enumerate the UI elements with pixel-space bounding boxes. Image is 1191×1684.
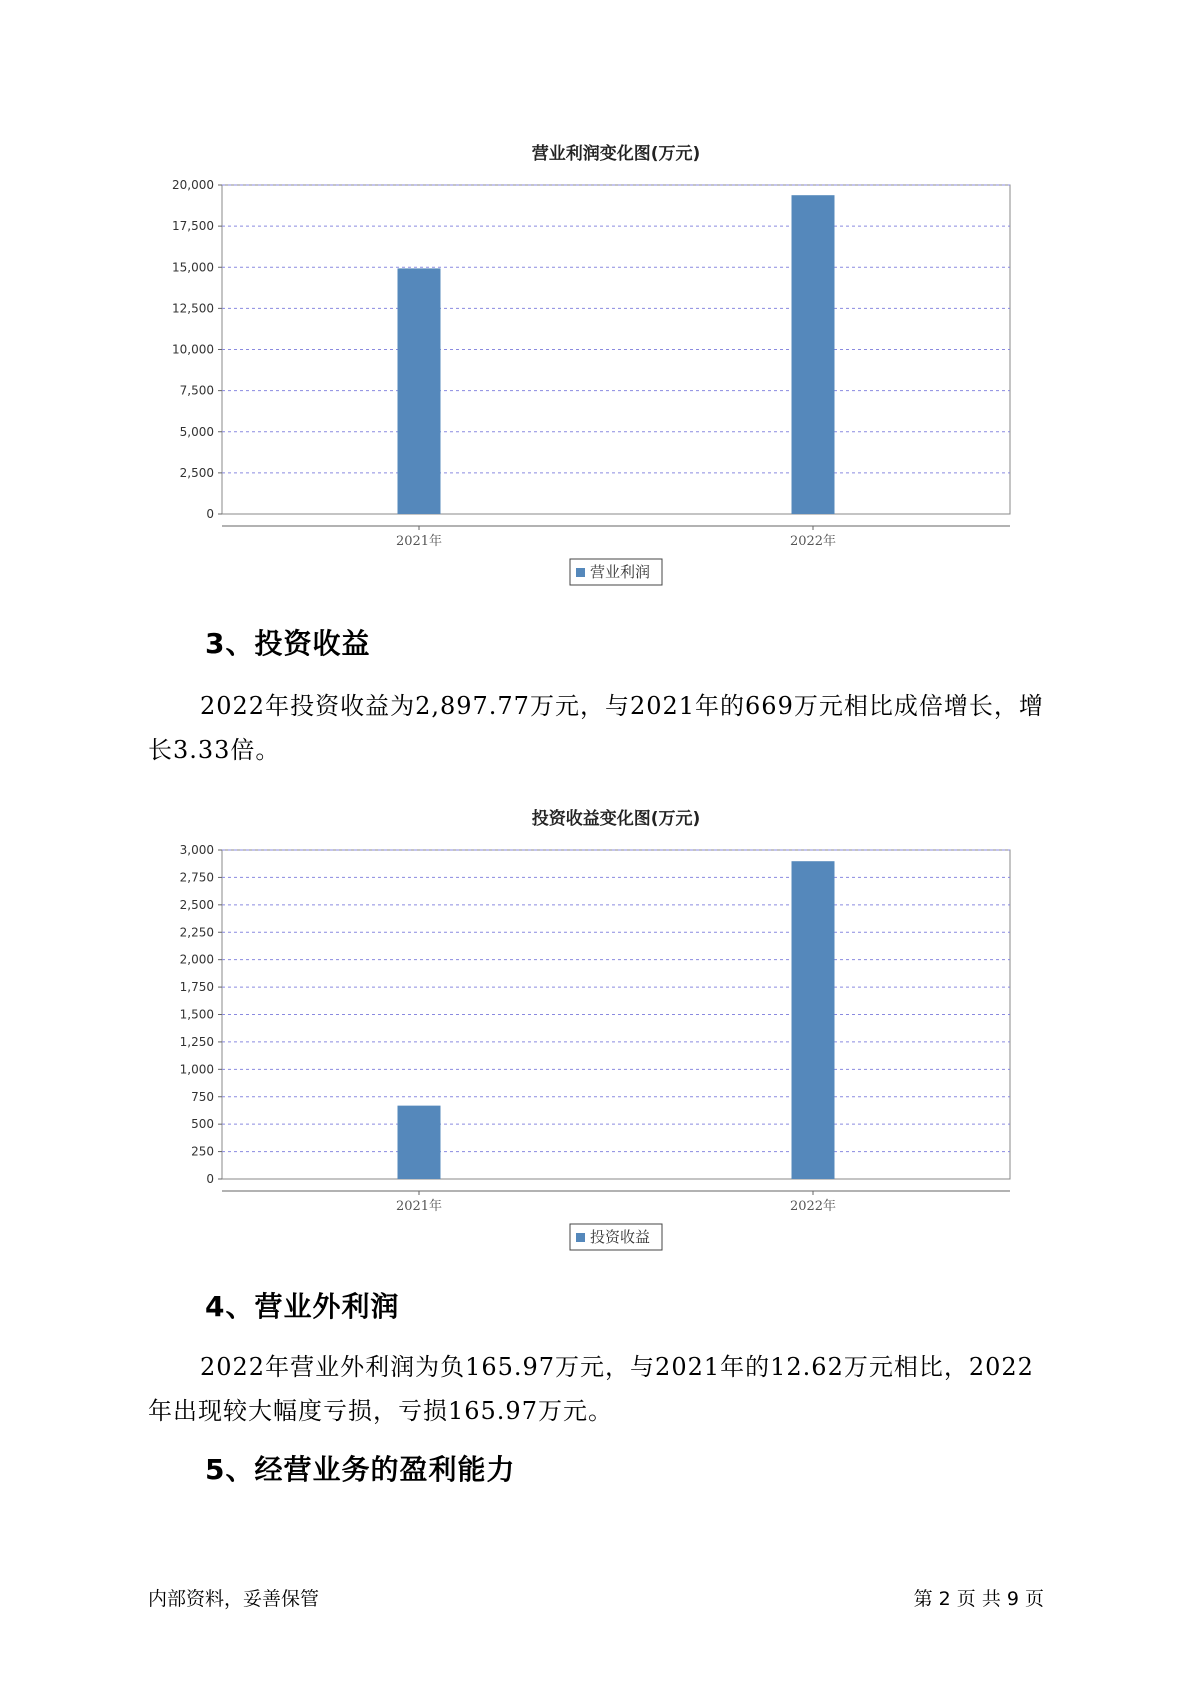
y-tick-label: 20,000 — [172, 178, 214, 192]
y-tick-label: 3,000 — [179, 843, 214, 857]
y-tick-label: 250 — [191, 1144, 214, 1159]
legend-label: 投资收益 — [590, 1228, 651, 1246]
x-tick-label: 2021年 — [395, 1199, 443, 1214]
legend-swatch — [576, 1233, 585, 1242]
y-tick-label: 2,750 — [179, 870, 214, 885]
y-tick-label: 10,000 — [172, 342, 214, 357]
y-tick-label: 0 — [206, 1172, 214, 1186]
y-tick-label: 1,750 — [179, 980, 214, 995]
y-tick-label: 750 — [191, 1089, 214, 1104]
y-tick-label: 5,000 — [179, 424, 214, 439]
bar-2022年 — [792, 195, 835, 514]
chart-title: 营业利润变化图(万元) — [531, 144, 701, 164]
y-tick-label: 1,250 — [179, 1034, 214, 1049]
footer-confidential-note: 内部资料，妥善保管 — [148, 1588, 320, 1610]
y-tick-label: 7,500 — [179, 383, 214, 398]
plot-area — [222, 185, 1010, 514]
y-tick-label: 12,500 — [172, 301, 214, 316]
section-5-heading: 5、经营业务的盈利能力 — [205, 1453, 516, 1486]
investment-income-chart-svg — [0, 795, 1191, 1265]
operating-profit-chart-svg — [0, 130, 1191, 600]
plot-area — [222, 850, 1010, 1179]
x-tick-label: 2022年 — [789, 534, 837, 549]
x-tick-label: 2021年 — [395, 534, 443, 549]
bar-2022年 — [792, 861, 835, 1179]
y-tick-label: 2,500 — [179, 897, 214, 912]
legend-swatch — [576, 568, 585, 577]
y-tick-label: 2,500 — [179, 465, 214, 480]
y-tick-label: 1,000 — [179, 1062, 214, 1077]
bar-2021年 — [398, 1106, 441, 1179]
y-tick-label: 2,250 — [179, 925, 214, 940]
bar-2021年 — [398, 268, 441, 514]
y-tick-label: 17,500 — [172, 219, 214, 234]
y-tick-label: 15,000 — [172, 260, 214, 275]
y-tick-label: 500 — [191, 1117, 214, 1132]
legend-label: 营业利润 — [590, 563, 651, 581]
footer-page-number: 第 2 页 共 9 页 — [913, 1588, 1044, 1610]
section-3-heading: 3、投资收益 — [205, 627, 371, 660]
y-tick-label: 0 — [206, 507, 214, 521]
operating-profit-chart — [0, 130, 1191, 600]
y-tick-label: 1,500 — [179, 1007, 214, 1022]
x-tick-label: 2022年 — [789, 1199, 837, 1214]
chart-title: 投资收益变化图(万元) — [531, 809, 701, 829]
section-3-paragraph: 2022年投资收益为2,897.77万元，与2021年的669万元相比成倍增长，增长3.33倍。 — [148, 692, 1044, 764]
section-4-paragraph: 2022年营业外利润为负165.97万元，与2021年的12.62万元相比，2022年出现较大幅度亏损，亏损165.97万元。 — [148, 1353, 1034, 1425]
y-tick-label: 2,000 — [179, 952, 214, 967]
section-4-heading: 4、营业外利润 — [205, 1290, 400, 1323]
investment-income-chart — [0, 795, 1191, 1265]
